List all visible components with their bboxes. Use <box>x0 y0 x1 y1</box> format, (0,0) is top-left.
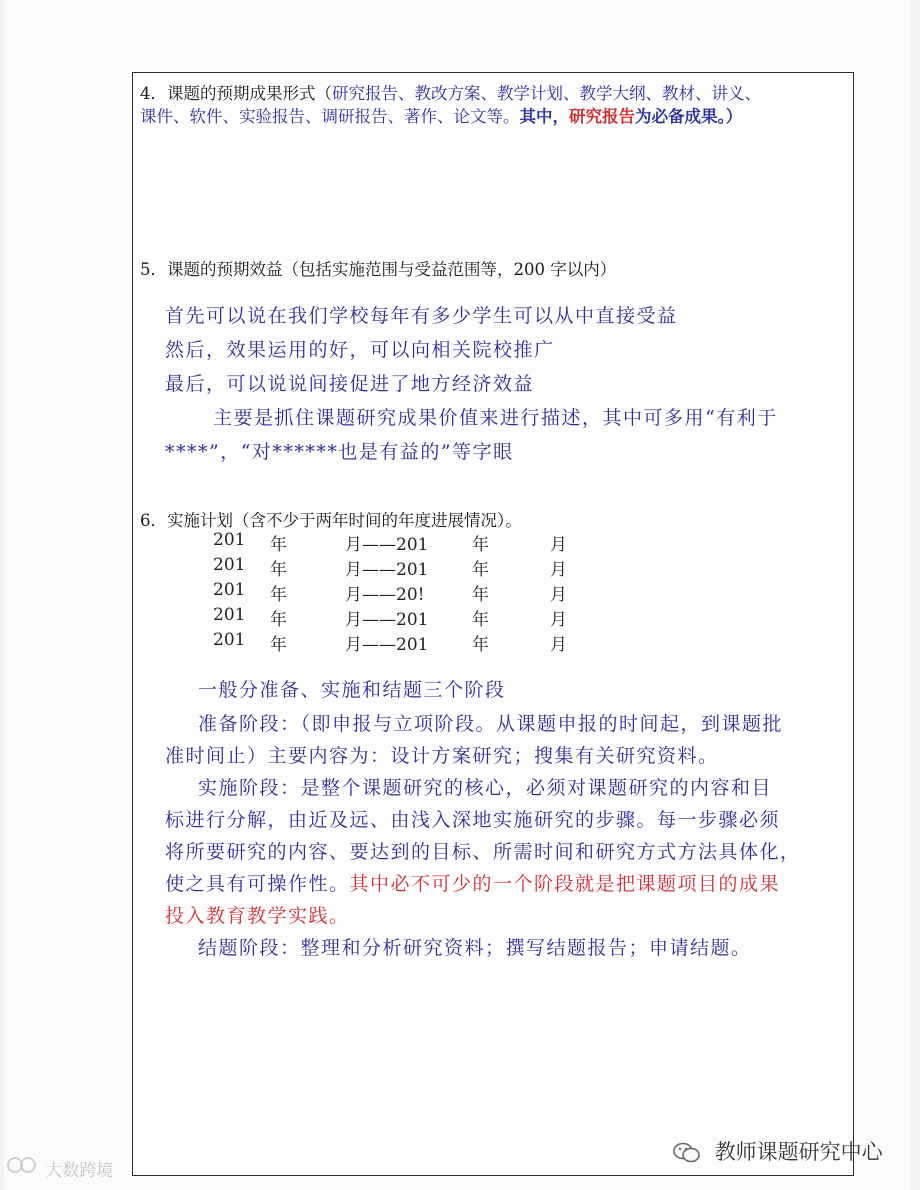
section6-hand-line-9: 结题阶段：整理和分析研究资料；撰写结题报告；申请结题。 <box>198 937 752 959</box>
plan-end-month-label: 月 <box>550 535 567 555</box>
plan-end-year-label: 年 <box>472 560 489 580</box>
watermark-left <box>6 1154 113 1181</box>
section6-hand-line-2: 准备阶段：（即申报与立项阶段。从课题申报的时间起，到课题批 <box>198 713 784 735</box>
section5-hand-line-4: 主要是抓住课题研究成果价值来进行描述，其中可多用“有利于 <box>213 407 778 429</box>
plan-start-year: 201 <box>213 555 246 575</box>
watermark-left-text: 大数跨境 <box>45 1161 114 1181</box>
section4-note-b: 为必备成果。） <box>635 107 743 126</box>
section4-options-2: 课件、软件、实验报告、调研报告、著作、论文等。 <box>140 107 520 126</box>
plan-end-month-label: 月 <box>550 560 567 580</box>
plan-year-label: 年 <box>270 560 287 580</box>
section4-line1 <box>140 80 761 104</box>
plan-range: 月——201 <box>345 535 429 555</box>
section6-hand-line-8: 投入教育教学实践。 <box>165 905 350 927</box>
plan-range: 月——201 <box>345 610 429 630</box>
watermark-right-text: 教师课题研究中心 <box>714 1140 883 1164</box>
section6-hand-line-6: 将所要研究的内容、要达到的目标、所需时间和研究方式方法具体化， <box>165 841 801 863</box>
watermark-logo-icon <box>6 1154 40 1176</box>
plan-range: 月——201 <box>345 560 429 580</box>
section6-heading: 6．实施计划（含不少于两年时间的年度进展情况）。 <box>140 511 522 530</box>
section6-hand-line-7b: 其中必不可少的一个阶段就是把课题项目的成果 <box>349 873 781 895</box>
plan-end-year-label: 年 <box>472 535 489 555</box>
section4-options-1: 研究报告、教改方案、教学计划、教学大纲、教材、讲义、 <box>332 84 761 103</box>
section4-label: 4．课题的预期成果形式（ <box>140 84 332 103</box>
section6-hand-line-7a: 使之具有可操作性。 <box>165 873 350 895</box>
plan-start-year: 201 <box>213 580 246 600</box>
section6-hand-line-5: 标进行分解，由近及远、由浅入深地实施研究的步骤。每一步骤必须 <box>165 809 781 831</box>
section6-hand-line-7 <box>165 869 780 896</box>
section4-note-a: 其中， <box>519 107 569 126</box>
section4-required-item: 研究报告 <box>569 107 635 126</box>
watermark-right <box>672 1136 883 1166</box>
plan-start-year: 201 <box>213 605 246 625</box>
plan-range: 月——20! <box>345 585 425 605</box>
section5-hand-line-2: 然后，效果运用的好，可以向相关院校推广 <box>165 339 555 361</box>
plan-range: 月——201 <box>345 635 429 655</box>
plan-end-year-label: 年 <box>472 610 489 630</box>
plan-year-label: 年 <box>270 610 287 630</box>
section5-hand-line-1: 首先可以说在我们学校每年有多少学生可以从中直接受益 <box>165 305 678 327</box>
plan-end-month-label: 月 <box>550 635 567 655</box>
wechat-icon <box>672 1140 702 1166</box>
plan-start-year: 201 <box>213 630 246 650</box>
plan-year-label: 年 <box>270 635 287 655</box>
section5-heading: 5．课题的预期效益（包括实施范围与受益范围等，200 字以内） <box>140 260 617 279</box>
plan-end-month-label: 月 <box>550 585 567 605</box>
plan-year-label: 年 <box>270 585 287 605</box>
plan-start-year: 201 <box>213 530 246 550</box>
section6-hand-line-4: 实施阶段：是整个课题研究的核心，必须对课题研究的内容和目 <box>198 777 773 799</box>
section6-hand-line-3: 准时间止）主要内容为：设计方案研究；搜集有关研究资料。 <box>165 745 719 767</box>
plan-end-year-label: 年 <box>472 635 489 655</box>
section6-hand-line-1: 一般分准备、实施和结题三个阶段 <box>198 679 506 701</box>
section4-line2 <box>140 103 742 127</box>
plan-end-month-label: 月 <box>550 610 567 630</box>
section5-hand-line-3: 最后，可以说说间接促进了地方经济效益 <box>165 373 535 395</box>
section5-hand-line-5: ****”，“对******也是有益的”等字眼 <box>165 441 514 463</box>
plan-end-year-label: 年 <box>472 585 489 605</box>
plan-year-label: 年 <box>270 535 287 555</box>
